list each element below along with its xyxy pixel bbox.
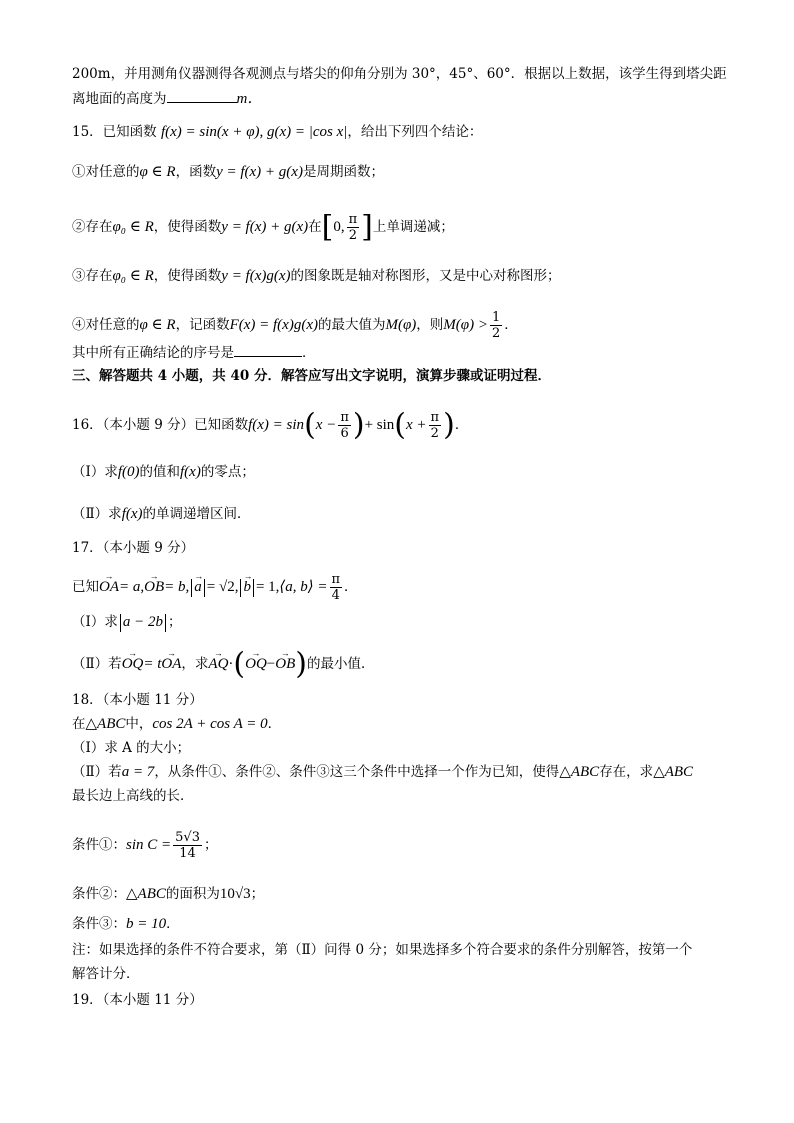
right-paren: ) [352,407,365,443]
q17-p2-b: ，求 [181,656,209,672]
vector-a: → a [194,577,202,597]
q15-c1-tail: 是周期函数； [302,164,384,180]
q15-intro-tail: ，给出下列四个结论： [347,124,483,140]
q17-given [72,572,358,603]
q15-answer-blank [234,342,302,357]
q18-triangle: △ABC [126,886,166,902]
q17-given-word: 已知 [72,579,99,595]
right-paren: ) [443,407,455,443]
fraction-numerator: π [348,212,358,227]
q15-intro [72,122,482,142]
q18-l1-a: 在 [72,716,86,732]
q15-c4-mid3: ，则 [416,317,444,333]
q18-condition-1 [72,830,217,861]
q14-unit: m． [236,91,263,107]
q19-head: 19．（本小题 11 分） [72,992,203,1008]
q16-p1-m2: f(x) [180,464,201,480]
q15-c4-fraction [490,310,502,341]
q18-stem [72,714,281,734]
q16-fx: f(x) = sin [248,417,305,433]
abs-bar [253,579,254,597]
q15-c2-math1: φ₀ ∈ R [112,219,154,235]
q18-c2-m: 10√3 [219,886,251,902]
q18-c3-m: b = 10 [126,916,167,932]
left-bracket: [ [321,209,334,245]
q15-c1-prefix: ①对任意的 [72,164,140,180]
q15-c2-math2: y = f(x) + g(x) [221,219,309,235]
q17-eq-one: = 1, [255,579,280,595]
q15-function-def: f(x) = sin(x + φ), g(x) = |cos x| [160,124,348,140]
q17-p1-a: （Ⅰ）求 [72,614,118,630]
q18-c1-end: ； [203,837,218,853]
q18-c2-b: 的面积为 [165,886,220,902]
q15-ask-line [72,342,316,363]
q18-p2-b: ，从条件①、条件②、条件③这三个条件中选择一个作为已知，使得 [154,764,560,780]
q16-end: ． [454,417,469,433]
q17-part-2 [72,646,375,682]
q15-c2-tail: 上单调递减； [372,219,454,235]
q17-eq-b: = b, [164,579,190,595]
q18-part-2-line2: 最长边上高线的长． [72,788,194,804]
q18-part-2 [72,762,693,782]
q18-head: 18．（本小题 11 分） [72,692,203,708]
fraction-denominator: 2 [491,326,501,341]
q16-p1-m1: f(0) [117,464,140,480]
q16-p2-a: （Ⅱ）求 [72,506,122,522]
q18-c1-fraction [173,830,202,861]
q15-conclusion-1 [72,162,384,182]
q17-minus: − [266,656,276,672]
q16-arg2: x + [406,417,427,433]
q15-conclusion-2 [72,209,454,245]
q15-c1-mid: ，函数 [175,164,217,180]
section-3-title: 三、解答题共 4 小题，共 40 分．解答应写出文字说明，演算步骤或证明过程． [72,368,551,384]
q18-c3-label: 条件③： [72,916,126,932]
q16-p1-c: 的零点； [200,464,255,480]
q17-dot: · [228,656,234,672]
fraction-denominator: 2 [348,228,358,243]
q15-c4-mid2: 的最大值为 [317,317,386,333]
fraction-denominator: 2 [430,426,439,441]
q17-p1-m: a − 2b [122,614,163,630]
q15-c4-prefix: ④对任意的 [72,317,140,333]
q18-p2-c: 存在，求 [599,764,654,780]
q17-p2-c: 的最小值． [306,656,375,672]
q17-eq-t: = t [143,656,162,672]
q14-ask: 离地面的高度为 [72,91,167,107]
q18-c2-end: ； [250,886,265,902]
vector-OB: → OB [144,577,164,597]
fraction-denominator: 14 [179,846,196,861]
q16-part-1 [72,462,255,482]
vector-OQ: → OQ [122,654,144,674]
q16-p2-b: 的单调递增区间． [142,506,251,522]
vector-b: → b [243,577,251,597]
q16-frac-pi-6 [338,410,351,441]
q18-note-line2: 解答计分． [72,966,140,982]
q15-c4-math4: M(φ) > [443,317,488,333]
q15-c3-tail: 的图象既是轴对称图形，又是中心对称图形； [290,268,561,284]
fraction-numerator: π [340,410,349,425]
q16-frac-pi-2 [429,410,442,441]
q15-c3-mid: ，使得函数 [153,268,222,284]
q18-note-line1: 注：如果选择的条件不符合要求，第（Ⅱ）问得 0 分；如果选择多个符合要求的条件分别解答，按第一个 [72,942,693,958]
q18-p2-m: a = 7 [121,764,155,780]
q18-condition-3 [72,914,180,934]
q18-triangle: △ABC [653,764,694,780]
q15-c4-mid: ，记函数 [175,317,230,333]
q15-number: 15．已知函数 [72,124,161,140]
fraction-numerator: 5√3 [175,830,200,845]
q18-triangle: △ABC [85,716,126,732]
q18-triangle: △ABC [559,764,600,780]
q15-c3-prefix: ③存在 [72,268,113,284]
q15-c2-fraction [347,212,360,243]
abs-bar [204,579,205,597]
q15-c2-interval-left: 0, [333,219,345,235]
left-paren: ( [304,407,316,443]
q15-c3-math2: y = f(x)g(x) [221,268,291,284]
q16-part-2 [72,504,251,524]
fraction-numerator: π [331,572,341,587]
q15-c4-tail: ． [504,317,518,333]
q17-p1-end: ； [167,614,182,630]
q18-l1-m: cos 2A + cos A = 0 [152,716,268,732]
q18-c1-m: sin C = [126,837,172,853]
q15-c3-math1: φ₀ ∈ R [112,268,154,284]
q15-ask: 其中所有正确结论的序号是 [72,345,234,361]
left-paren: ( [394,407,407,443]
abs-bar [240,579,241,597]
q16-arg1: x − [315,417,337,433]
abs-bar [165,614,166,632]
q15-c4-math3: M(φ) [385,317,417,333]
fraction-denominator: 6 [340,426,349,441]
vector-OA: → OA [99,577,119,597]
q14-answer-blank [167,88,237,103]
q18-c1-label: 条件①： [72,837,126,853]
vector-OQ: → OQ [245,654,267,674]
fraction-numerator: 1 [491,310,501,325]
q16-p1-a: （Ⅰ）求 [72,464,118,480]
q15-c1-math1: φ ∈ R [139,164,176,180]
q18-c3-end: ． [166,916,180,932]
q18-condition-2 [72,884,264,904]
left-paren: ( [233,646,246,682]
q17-p2-a: （Ⅱ）若 [72,656,122,672]
q16-plus-sin: + sin [364,417,395,433]
q17-angle: ⟨a, b⟩ = [279,579,328,595]
q17-eq-a: = a, [119,579,145,595]
abs-bar [120,614,121,632]
vector-OA: → OA [161,654,181,674]
q16-stem [72,407,469,443]
right-bracket: ] [361,209,373,245]
q15-c4-math1: φ ∈ R [139,317,176,333]
q18-part-1: （Ⅰ）求 A 的大小； [72,740,191,756]
q15-conclusion-3 [72,266,561,286]
q15-c2-mid: ，使得函数 [153,219,222,235]
q15-ask-end: ． [302,345,316,361]
q15-c4-math2: F(x) = f(x)g(x) [229,317,318,333]
q15-c2-prefix: ②存在 [72,219,113,235]
fraction-denominator: 4 [331,588,340,603]
q16-p1-b: 的值和 [139,464,181,480]
q17-eq-sqrt: = √2, [206,579,239,595]
abs-bar [191,579,192,597]
q14-line2 [72,88,262,109]
q16-head: 16．（本小题 9 分）已知函数 [72,417,249,433]
vector-AQ: → AQ [208,654,228,674]
fraction-numerator: π [430,410,440,425]
q17-frac-pi-4 [330,572,343,603]
q17-part-1 [72,612,181,632]
q18-p2-a: （Ⅱ）若 [72,764,122,780]
vector-OB: → OB [275,654,295,674]
q15-c1-math2: y = f(x) + g(x) [216,164,303,180]
q16-p2-m: f(x) [121,506,143,522]
q18-c2-label: 条件②： [72,886,126,902]
q18-l1-end: ． [267,716,282,732]
q17-end: ． [344,579,358,595]
q18-l1-b: 中， [125,716,153,732]
q15-conclusion-4 [72,310,518,341]
q15-c2-in: 在 [308,219,322,235]
q14-line1: 200m，并用测角仪器测得各观测点与塔尖的仰角分别为 30°，45°、60°．根据以上数据，该学生得到塔尖距 [72,66,727,82]
right-paren: ) [295,646,307,682]
q17-head: 17．（本小题 9 分） [72,540,195,556]
